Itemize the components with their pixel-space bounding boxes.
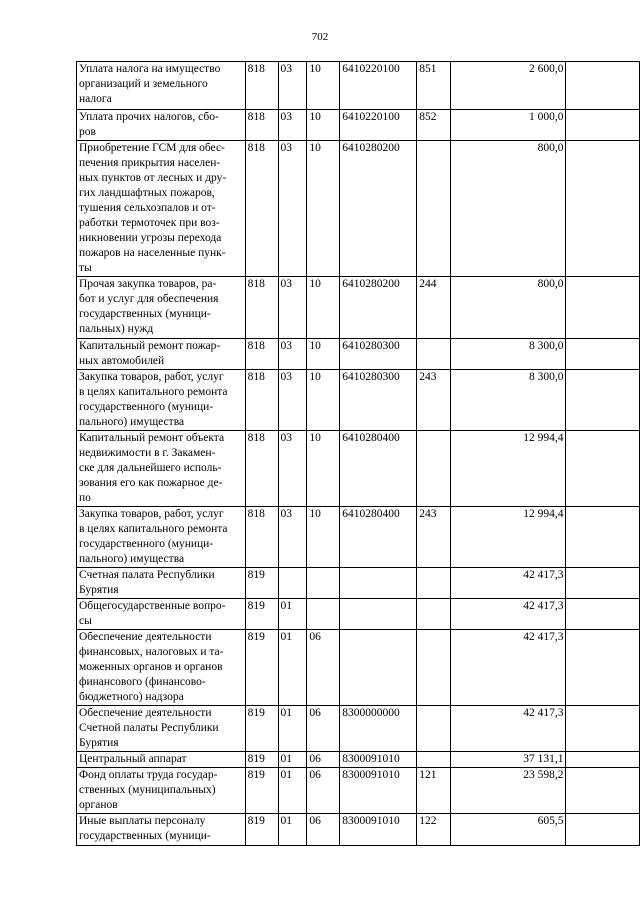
table-row — [77, 339, 640, 370]
cell-name-line: Общегосударственные вопро- — [79, 600, 226, 612]
cell-empty — [566, 768, 640, 814]
cell-name-line: моженных органов и органов — [79, 661, 223, 673]
cell-vr — [417, 339, 451, 370]
cell-name-line: Прочая закупка товаров, ра- — [79, 278, 217, 290]
cell-rz: 03 — [278, 277, 307, 339]
cell-name-line: никновении угрозы перехода — [79, 232, 222, 244]
cell-name — [77, 768, 246, 814]
cell-name-line: пального) имущества — [79, 553, 185, 565]
cell-name-line: пального) имущества — [79, 416, 185, 428]
cell-gr: 819 — [245, 768, 278, 814]
cell-name — [77, 339, 246, 370]
cell-vr — [417, 568, 451, 599]
cell-name-line: финансового (финансово- — [79, 676, 206, 688]
cell-name — [77, 141, 246, 277]
cell-rz: 01 — [278, 814, 307, 846]
cell-empty — [566, 706, 640, 752]
cell-name-line: государственного (муници- — [79, 538, 214, 550]
cell-name-line: Центральный аппарат — [79, 753, 187, 765]
cell-name-line: пожаров на населенные пунк- — [79, 247, 226, 259]
table-row — [77, 431, 640, 507]
cell-pr: 10 — [307, 62, 340, 110]
cell-rz: 03 — [278, 62, 307, 110]
cell-name-line: Счетная палата Республики — [79, 569, 215, 581]
table-row — [77, 110, 640, 141]
cell-vr: 121 — [417, 768, 451, 814]
cell-gr: 818 — [245, 370, 278, 431]
cell-sum: 8 300,0 — [451, 339, 566, 370]
cell-name-line: Приобретение ГСМ для обес- — [79, 142, 225, 154]
cell-name — [77, 568, 246, 599]
cell-vr — [417, 141, 451, 277]
cell-sum: 42 417,3 — [451, 568, 566, 599]
cell-empty — [566, 141, 640, 277]
table-row — [77, 277, 640, 339]
page-number: 702 — [311, 31, 329, 43]
cell-vr: 852 — [417, 110, 451, 141]
cell-empty — [566, 277, 640, 339]
cell-csr: 6410220100 — [340, 110, 417, 141]
cell-empty — [566, 62, 640, 110]
cell-rz: 03 — [278, 110, 307, 141]
cell-empty — [566, 630, 640, 706]
cell-name-line: бот и услуг для обеспечения — [79, 293, 219, 305]
table-row — [77, 507, 640, 568]
table-row — [77, 814, 640, 846]
cell-pr: 06 — [307, 630, 340, 706]
cell-vr — [417, 630, 451, 706]
cell-pr: 10 — [307, 110, 340, 141]
cell-name-line: в целях капитального ремонта — [79, 523, 228, 535]
cell-pr: 10 — [307, 370, 340, 431]
cell-sum: 37 131,1 — [451, 752, 566, 768]
cell-name-line: налога — [79, 93, 112, 105]
cell-name — [77, 62, 246, 110]
cell-pr: 10 — [307, 277, 340, 339]
cell-gr: 818 — [245, 110, 278, 141]
cell-vr — [417, 431, 451, 507]
cell-csr: 6410280200 — [340, 277, 417, 339]
cell-pr: 10 — [307, 431, 340, 507]
cell-name — [77, 630, 246, 706]
cell-name-line: государственных (муници- — [79, 830, 211, 842]
cell-name-line: в целях капитального ремонта — [79, 386, 228, 398]
cell-sum: 42 417,3 — [451, 630, 566, 706]
cell-empty — [566, 568, 640, 599]
cell-name — [77, 110, 246, 141]
cell-vr: 244 — [417, 277, 451, 339]
cell-name-line: ных автомобилей — [79, 355, 165, 367]
cell-name-line: Бурятия — [79, 584, 119, 596]
cell-gr: 819 — [245, 814, 278, 846]
cell-sum: 12 994,4 — [451, 507, 566, 568]
cell-csr: 6410280200 — [340, 141, 417, 277]
cell-empty — [566, 814, 640, 846]
cell-vr — [417, 752, 451, 768]
cell-name-line: Счетной палаты Республики — [79, 722, 219, 734]
cell-pr — [307, 568, 340, 599]
cell-vr: 243 — [417, 507, 451, 568]
cell-name-line: печения прикрытия населен- — [79, 157, 221, 169]
cell-sum: 23 598,2 — [451, 768, 566, 814]
cell-name-line: ных пунктов от лесных и дру- — [79, 172, 227, 184]
cell-rz: 01 — [278, 768, 307, 814]
cell-csr — [340, 568, 417, 599]
cell-rz: 03 — [278, 339, 307, 370]
cell-name — [77, 752, 246, 768]
cell-rz: 01 — [278, 630, 307, 706]
cell-name-line: ственных (муниципальных) — [79, 784, 216, 796]
cell-gr: 818 — [245, 141, 278, 277]
cell-gr: 819 — [245, 568, 278, 599]
cell-name-line: зования его как пожарное де- — [79, 477, 223, 489]
table-row — [77, 630, 640, 706]
cell-empty — [566, 339, 640, 370]
cell-pr: 06 — [307, 768, 340, 814]
cell-empty — [566, 752, 640, 768]
cell-csr: 8300091010 — [340, 768, 417, 814]
cell-gr: 818 — [245, 507, 278, 568]
cell-rz: 01 — [278, 599, 307, 630]
cell-gr: 818 — [245, 431, 278, 507]
cell-name-line: государственного (муници- — [79, 401, 214, 413]
cell-gr: 818 — [245, 277, 278, 339]
cell-sum: 42 417,3 — [451, 706, 566, 752]
cell-name-line: гих ландшафтных пожаров, — [79, 187, 215, 199]
cell-name-line: сы — [79, 615, 92, 627]
cell-gr: 819 — [245, 706, 278, 752]
cell-csr: 6410280400 — [340, 431, 417, 507]
cell-name — [77, 507, 246, 568]
cell-csr: 6410220100 — [340, 62, 417, 110]
table-row — [77, 568, 640, 599]
table-row — [77, 62, 640, 110]
cell-rz: 03 — [278, 507, 307, 568]
cell-name-line: Фонд оплаты труда государ- — [79, 769, 218, 781]
cell-empty — [566, 599, 640, 630]
cell-pr: 10 — [307, 507, 340, 568]
table-row — [77, 599, 640, 630]
cell-rz — [278, 568, 307, 599]
cell-empty — [566, 507, 640, 568]
cell-csr: 8300091010 — [340, 814, 417, 846]
cell-name-line: финансовых, налоговых и та- — [79, 646, 224, 658]
cell-sum: 12 994,4 — [451, 431, 566, 507]
cell-pr: 10 — [307, 339, 340, 370]
cell-name — [77, 599, 246, 630]
cell-name-line: тушения сельхозпалов и от- — [79, 202, 216, 214]
cell-rz: 03 — [278, 370, 307, 431]
budget-table — [76, 61, 640, 846]
cell-name-line: ске для дальнейшего исполь- — [79, 462, 222, 474]
cell-empty — [566, 110, 640, 141]
cell-vr: 851 — [417, 62, 451, 110]
cell-name-line: бюджетного) надзора — [79, 691, 184, 703]
cell-name-line: органов — [79, 799, 118, 811]
cell-gr: 819 — [245, 752, 278, 768]
table-row — [77, 370, 640, 431]
cell-sum: 8 300,0 — [451, 370, 566, 431]
cell-name-line: Капитальный ремонт объекта — [79, 432, 225, 444]
cell-pr: 06 — [307, 752, 340, 768]
cell-sum: 800,0 — [451, 277, 566, 339]
cell-empty — [566, 431, 640, 507]
cell-name — [77, 277, 246, 339]
cell-name-line: Бурятия — [79, 737, 119, 749]
cell-vr — [417, 599, 451, 630]
cell-gr: 819 — [245, 599, 278, 630]
table-row — [77, 706, 640, 752]
cell-sum: 800,0 — [451, 141, 566, 277]
cell-name — [77, 431, 246, 507]
cell-rz: 01 — [278, 706, 307, 752]
cell-name-line: Закупка товаров, работ, услуг — [79, 508, 224, 520]
table-row — [77, 768, 640, 814]
cell-sum: 1 000,0 — [451, 110, 566, 141]
cell-csr: 6410280300 — [340, 339, 417, 370]
cell-pr: 06 — [307, 814, 340, 846]
cell-name-line: Закупка товаров, работ, услуг — [79, 371, 224, 383]
cell-csr: 8300000000 — [340, 706, 417, 752]
cell-rz: 03 — [278, 431, 307, 507]
cell-gr: 818 — [245, 62, 278, 110]
cell-name-line: Иные выплаты персоналу — [79, 815, 206, 827]
cell-vr: 122 — [417, 814, 451, 846]
cell-name-line: по — [79, 492, 91, 504]
cell-rz: 03 — [278, 141, 307, 277]
cell-csr — [340, 630, 417, 706]
cell-sum: 42 417,3 — [451, 599, 566, 630]
cell-sum: 605,5 — [451, 814, 566, 846]
cell-vr — [417, 706, 451, 752]
table-row — [77, 752, 640, 768]
cell-name-line: Уплата прочих налогов, сбо- — [79, 111, 219, 123]
cell-name — [77, 706, 246, 752]
cell-gr: 819 — [245, 630, 278, 706]
cell-vr: 243 — [417, 370, 451, 431]
cell-name-line: недвижимости в г. Закамен- — [79, 447, 216, 459]
cell-name-line: ты — [79, 262, 92, 274]
cell-name-line: Обеспечение деятельности — [79, 631, 212, 643]
cell-name — [77, 814, 246, 846]
cell-name-line: пальных) нужд — [79, 323, 154, 335]
cell-gr: 818 — [245, 339, 278, 370]
cell-csr: 8300091010 — [340, 752, 417, 768]
cell-name-line: Уплата налога на имущество — [79, 63, 221, 75]
cell-pr: 06 — [307, 706, 340, 752]
cell-rz: 01 — [278, 752, 307, 768]
cell-name-line: организаций и земельного — [79, 78, 208, 90]
cell-name — [77, 370, 246, 431]
cell-pr: 10 — [307, 141, 340, 277]
cell-sum: 2 600,0 — [451, 62, 566, 110]
cell-name-line: Капитальный ремонт пожар- — [79, 340, 221, 352]
cell-empty — [566, 370, 640, 431]
cell-csr: 6410280300 — [340, 370, 417, 431]
cell-name-line: государственных (муници- — [79, 308, 211, 320]
cell-name-line: работки термоточек при воз- — [79, 217, 220, 229]
cell-pr — [307, 599, 340, 630]
table-row — [77, 141, 640, 277]
cell-name-line: ров — [79, 126, 96, 138]
cell-csr — [340, 599, 417, 630]
cell-name-line: Обеспечение деятельности — [79, 707, 212, 719]
cell-csr: 6410280400 — [340, 507, 417, 568]
